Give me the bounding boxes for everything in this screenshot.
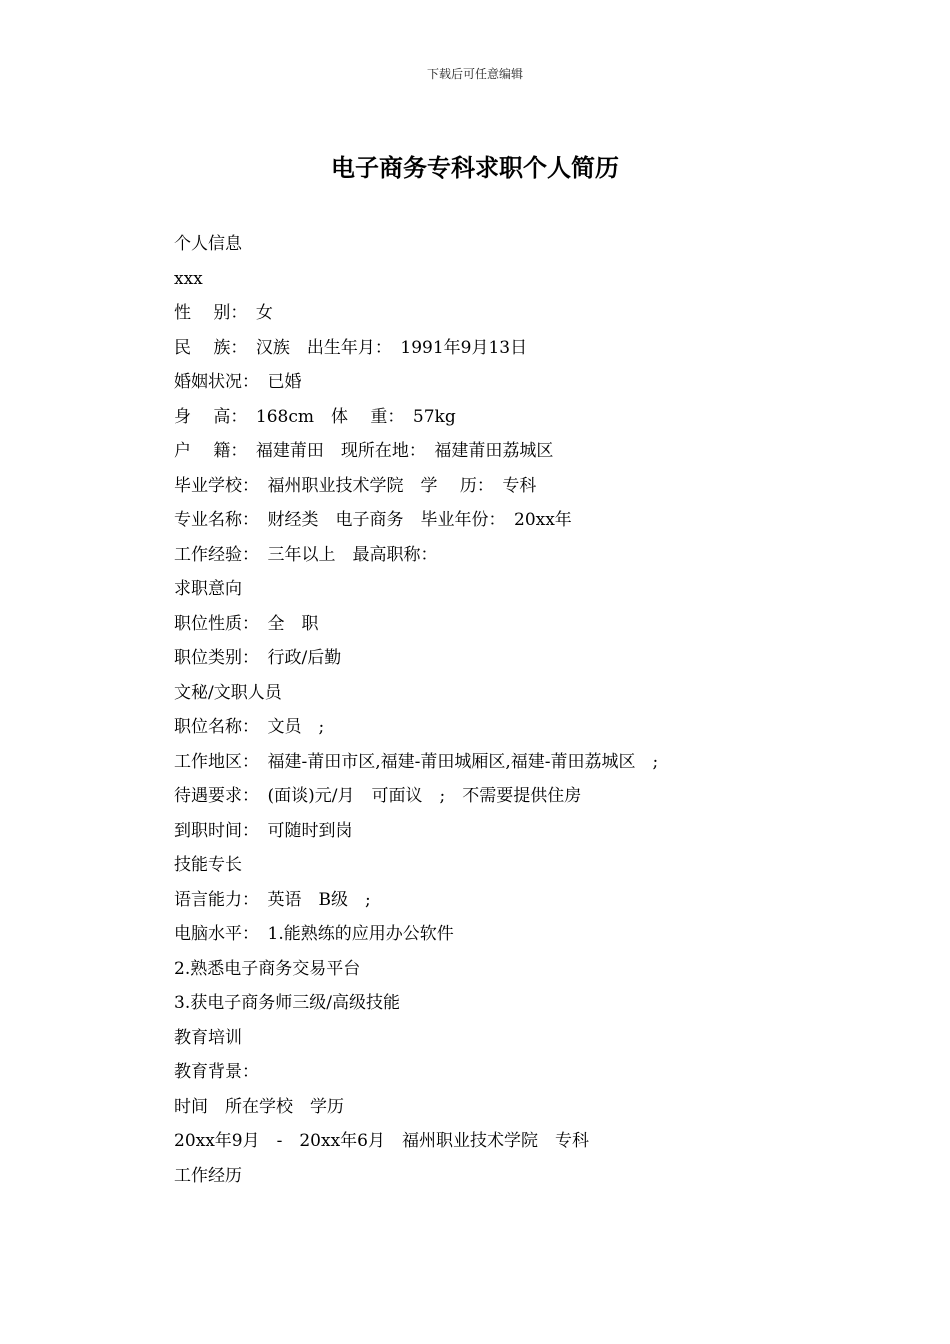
education-table-header: 时间 所在学校 学历 — [174, 1096, 344, 1117]
height-weight-line: 身 高： 168cm 体 重： 57kg — [174, 406, 456, 427]
language-skill-line: 语言能力： 英语 B级 ; — [174, 889, 371, 910]
job-nature-line: 职位性质： 全 职 — [174, 613, 319, 634]
name-line: xxx — [174, 268, 203, 289]
section-heading-job-intention: 求职意向 — [174, 579, 242, 599]
resume-body — [174, 227, 894, 1193]
section-heading-personal-info: 个人信息 — [174, 234, 242, 254]
hometown-location-line: 户 籍： 福建莆田 现所在地： 福建莆田荔城区 — [174, 441, 554, 461]
education-row: 20xx年9月 - 20xx年6月 福州职业技术学院 专科 — [174, 1131, 589, 1151]
job-category-line: 职位类别： 行政/后勤 — [174, 648, 342, 668]
skill-item-2: 2.熟悉电子商务交易平台 — [174, 958, 361, 979]
gender-line: 性 别： 女 — [174, 303, 273, 323]
document-title: 电子商务专科求职个人简历 — [331, 154, 619, 182]
work-area-line: 工作地区： 福建-莆田市区,福建-莆田城厢区,福建-莆田荔城区 ; — [174, 751, 659, 772]
skill-item-3: 3.获电子商务师三级/高级技能 — [174, 993, 400, 1013]
experience-title-line: 工作经验： 三年以上 最高职称： — [174, 544, 438, 565]
header-note: 下载后可任意编辑 — [426, 67, 523, 81]
job-title-line: 职位名称： 文员 ; — [174, 717, 325, 737]
section-heading-work-experience: 工作经历 — [174, 1165, 242, 1186]
start-date-line: 到职时间： 可随时到岗 — [174, 820, 353, 841]
major-graduation-line: 专业名称： 财经类 电子商务 毕业年份： 20xx年 — [174, 510, 572, 530]
job-category-continued-line: 文秘/文职人员 — [174, 682, 282, 703]
section-heading-skills: 技能专长 — [174, 855, 242, 875]
section-heading-education-training: 教育培训 — [174, 1027, 242, 1048]
ethnicity-birthdate-line: 民 族： 汉族 出生年月： 1991年9月13日 — [174, 337, 528, 358]
salary-line: 待遇要求： (面谈)元/月 可面议 ; 不需要提供住房 — [174, 786, 582, 806]
computer-skill-line: 电脑水平： 1.能熟练的应用办公软件 — [174, 924, 454, 944]
education-background-label: 教育背景： — [174, 1062, 259, 1082]
marital-status-line: 婚姻状况： 已婚 — [174, 372, 302, 392]
school-degree-line: 毕业学校： 福州职业技术学院 学 历： 专科 — [174, 475, 537, 496]
